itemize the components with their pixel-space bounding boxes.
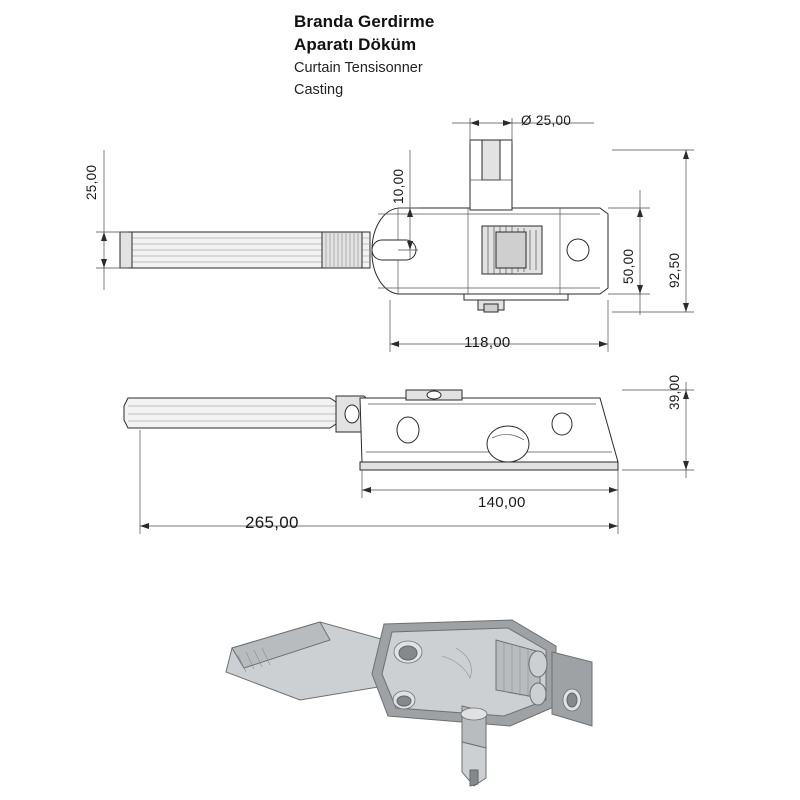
dim-width-50: 50,00	[621, 248, 636, 284]
title-block	[294, 10, 594, 100]
dim-height-39: 39,00	[667, 374, 682, 410]
title-main-line1: Branda Gerdirme	[294, 12, 435, 31]
title-main-line2: Aparatı Döküm	[294, 35, 417, 54]
dim-diameter-25: Ø 25,00	[521, 113, 572, 128]
dim-height-25: 25,00	[84, 164, 99, 200]
dim-length-265: 265,00	[245, 513, 299, 532]
title-sub-line1: Curtain Tensisonner	[294, 60, 423, 76]
side-view-dimensions	[140, 382, 694, 534]
dim-offset-10: 10,00	[391, 168, 406, 204]
dim-length-118: 118,00	[464, 334, 511, 351]
title-sub-line2: Casting	[294, 82, 344, 98]
side-view-geometry	[124, 390, 618, 470]
top-view-dimensions	[96, 118, 694, 352]
top-view-geometry	[120, 140, 608, 312]
dim-length-140: 140,00	[478, 494, 526, 511]
dim-width-92-5: 92,50	[667, 252, 682, 288]
product-photo-geometry	[226, 620, 592, 786]
